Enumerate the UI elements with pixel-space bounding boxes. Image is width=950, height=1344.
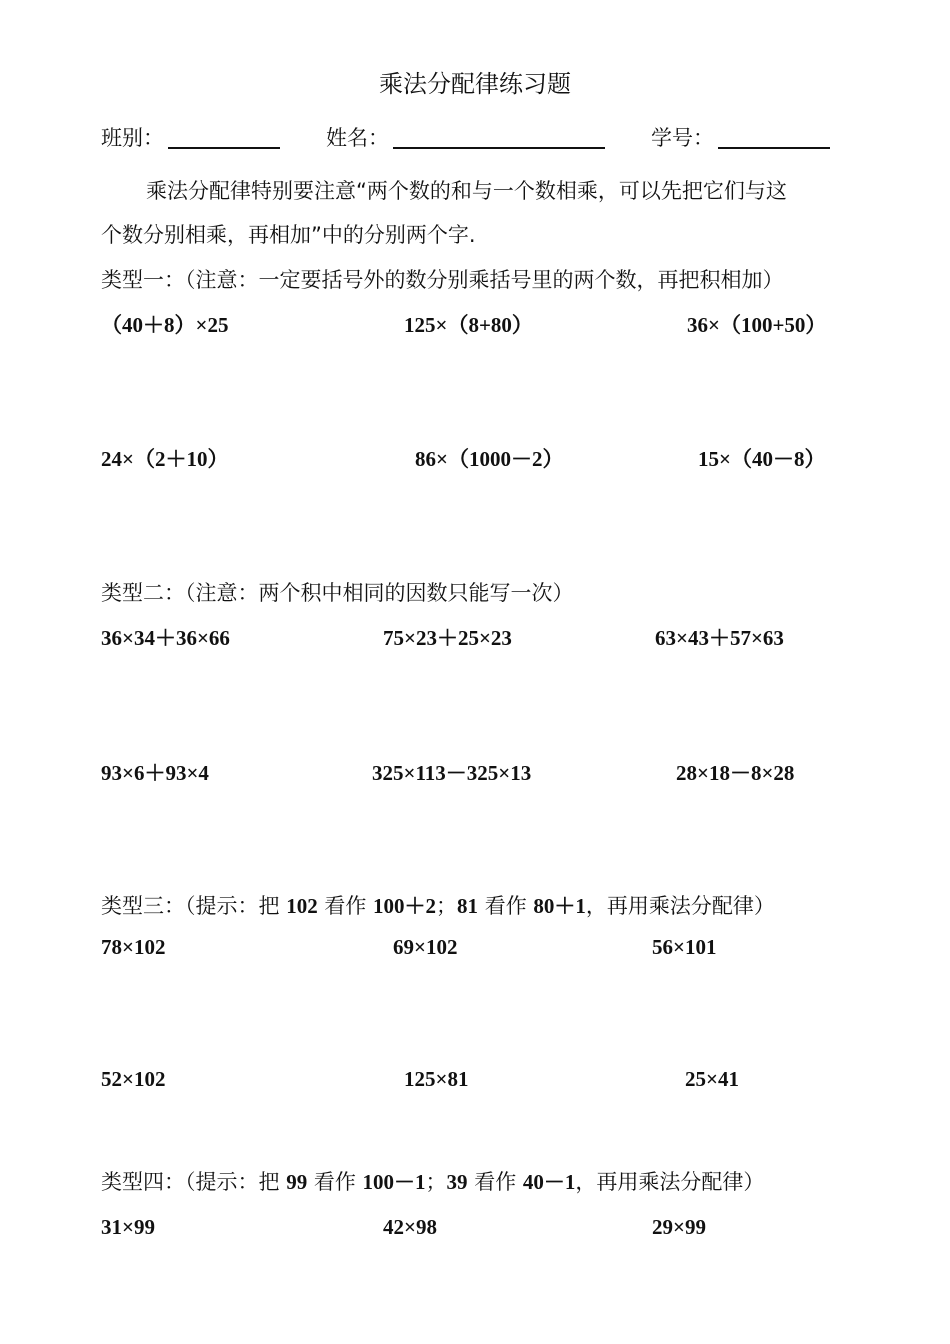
problem: 75×23＋25×23 — [383, 626, 512, 650]
problem: 69×102 — [393, 935, 458, 959]
problem: 36×（100+50） — [687, 313, 827, 337]
problem: 125×（8+80） — [404, 313, 533, 337]
section-3-heading: 类型三：（提示：把 102 看作 100＋2；81 看作 80＋1，再用乘法分配律） — [101, 894, 775, 918]
problem: 24×（2＋10） — [101, 447, 229, 471]
section-4-heading: 类型四：（提示：把 99 看作 100－1；39 看作 40－1，再用乘法分配律） — [101, 1170, 765, 1194]
problem: 63×43＋57×63 — [655, 626, 784, 650]
intro-line-2: 个数分别相乘，再相加”中的分别两个字. — [101, 223, 476, 247]
problem: 56×101 — [652, 935, 717, 959]
problem: 36×34＋36×66 — [101, 626, 230, 650]
problem: 86×（1000－2） — [415, 447, 564, 471]
problem: 93×6＋93×4 — [101, 761, 209, 785]
intro-line-1: 乘法分配律特别要注意“两个数的和与一个数相乘，可以先把它们与这 — [146, 179, 787, 203]
problem: 31×99 — [101, 1215, 155, 1239]
problem: 125×81 — [404, 1067, 469, 1091]
page-title: 乘法分配律练习题 — [379, 70, 571, 98]
problem: 29×99 — [652, 1215, 706, 1239]
problem: 42×98 — [383, 1215, 437, 1239]
problem: 25×41 — [685, 1067, 739, 1091]
number-label: 学号： — [651, 126, 714, 150]
problem: 52×102 — [101, 1067, 166, 1091]
problem: 28×18－8×28 — [676, 761, 795, 785]
class-blank-line — [168, 147, 280, 149]
problem: （40＋8）×25 — [101, 313, 229, 337]
problem: 78×102 — [101, 935, 166, 959]
section-2-heading: 类型二：（注意：两个积中相同的因数只能写一次） — [101, 581, 574, 605]
number-blank-line — [718, 147, 830, 149]
section-1-heading: 类型一：（注意：一定要括号外的数分别乘括号里的两个数，再把积相加） — [101, 268, 784, 292]
problem: 15×（40－8） — [698, 447, 826, 471]
name-blank-line — [393, 147, 605, 149]
name-label: 姓名： — [326, 126, 389, 150]
problem: 325×113－325×13 — [372, 761, 532, 785]
class-label: 班别： — [101, 126, 164, 150]
